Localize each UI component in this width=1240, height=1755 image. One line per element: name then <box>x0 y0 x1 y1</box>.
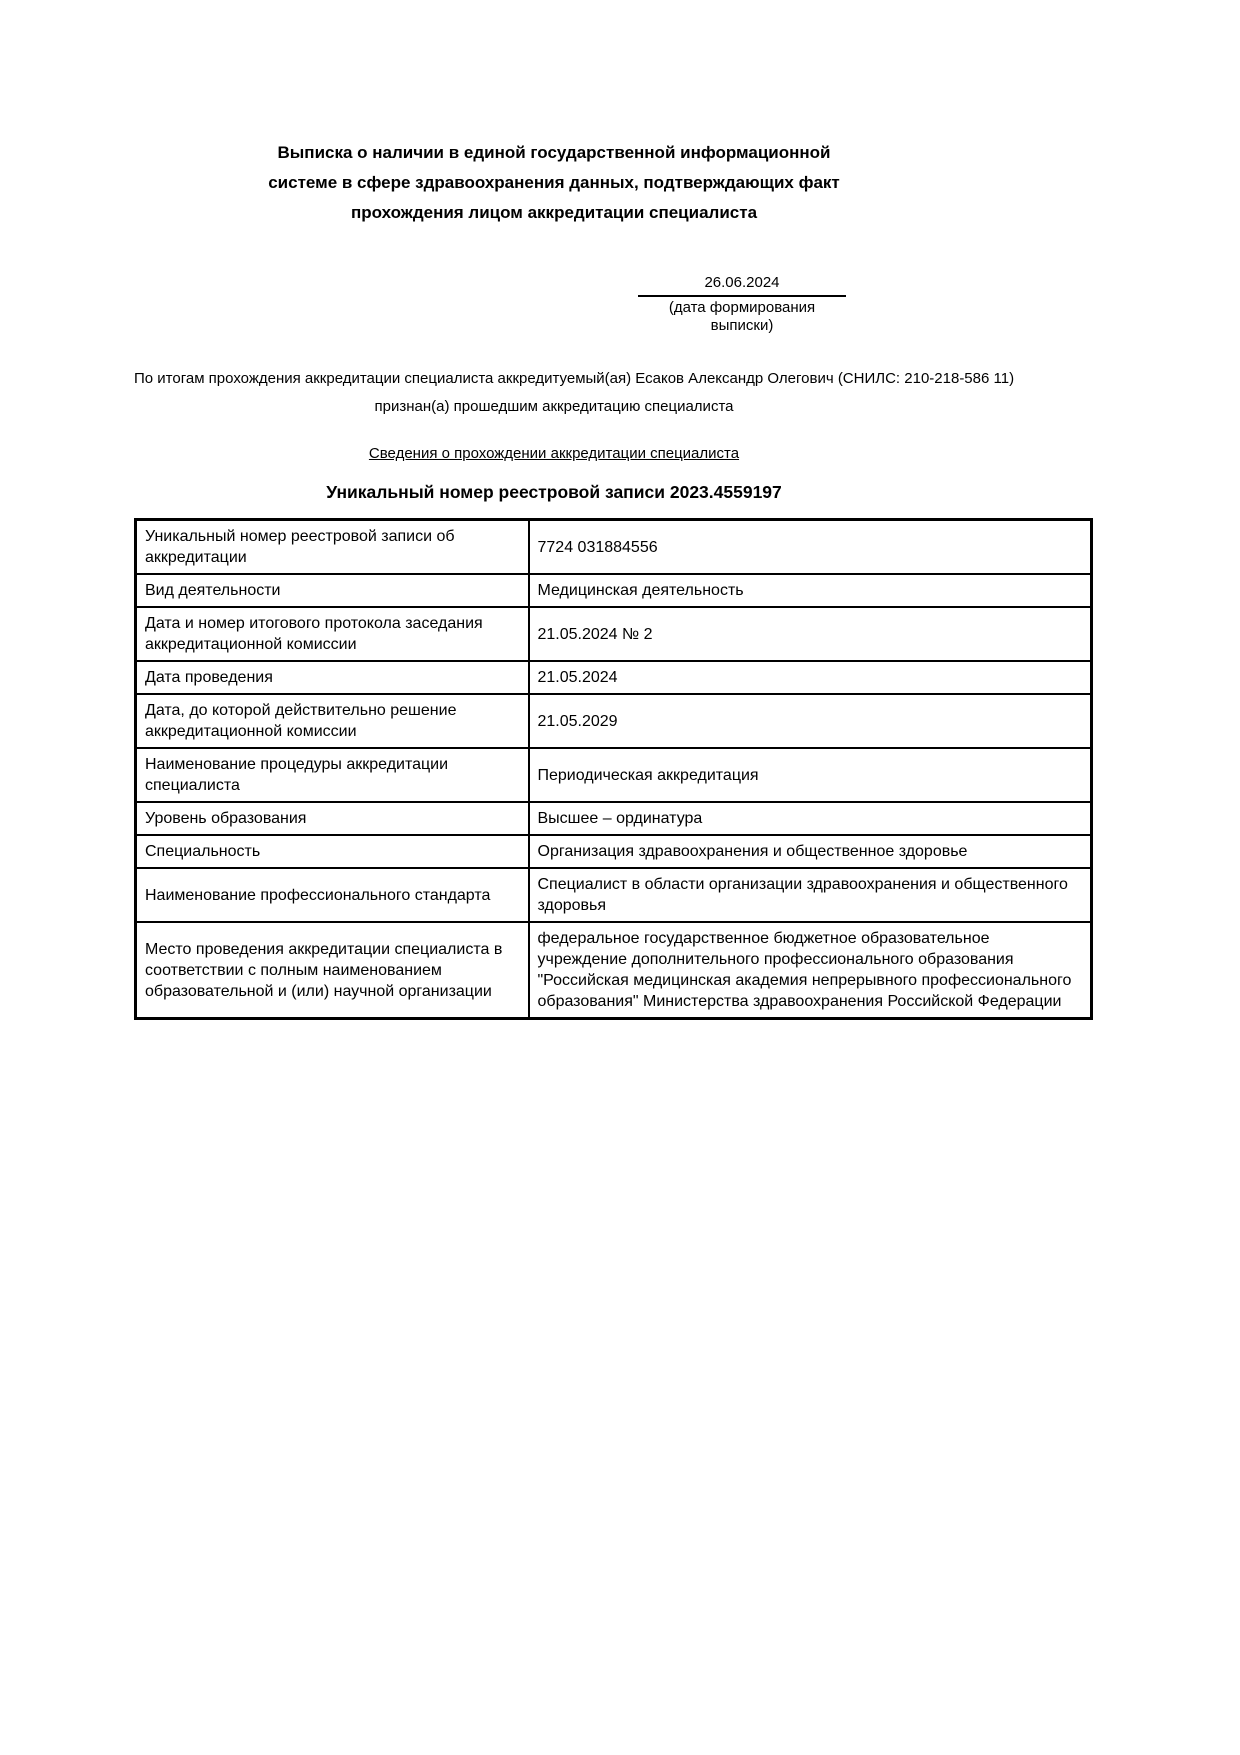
table-row <box>136 661 1092 694</box>
row-label: Уровень образования <box>136 802 529 835</box>
row-value: Высшее – ординатура <box>529 802 1092 835</box>
intro-line: признан(а) прошедшим аккредитацию специалиста <box>374 398 734 415</box>
section-heading: Сведения о прохождении аккредитации специалиста <box>368 445 740 462</box>
table-row <box>136 922 1092 1019</box>
row-value: 21.05.2024 <box>529 661 1092 694</box>
document-title-line: системе в сфере здравоохранения данных, подтверждающих факт <box>268 173 840 192</box>
row-label: Специальность <box>136 835 529 868</box>
accreditation-details-table <box>134 518 1093 1020</box>
table-row <box>136 694 1092 748</box>
row-value: Специалист в области организации здравоохранения и общественного здоровья <box>529 868 1092 922</box>
issue-date-block <box>638 274 846 335</box>
row-label: Вид деятельности <box>136 574 529 607</box>
table-row <box>136 802 1092 835</box>
row-label: Дата, до которой действительно решение аккредитационной комиссии <box>136 694 529 748</box>
row-label: Дата проведения <box>136 661 529 694</box>
document-title <box>134 138 974 228</box>
row-value: 21.05.2029 <box>529 694 1092 748</box>
document-title-line: Выписка о наличии в единой государственной информационной <box>277 143 831 162</box>
row-label: Наименование профессионального стандарта <box>136 868 529 922</box>
row-value: Периодическая аккредитация <box>529 748 1092 802</box>
table-row <box>136 607 1092 661</box>
row-label: Наименование процедуры аккредитации специалиста <box>136 748 529 802</box>
row-value: 7724 031884556 <box>529 520 1092 575</box>
issue-date: 26.06.2024 <box>638 274 846 297</box>
table-row <box>136 748 1092 802</box>
row-value: федеральное государственное бюджетное образовательное учреждение дополнительного профессионального образования "Российская медицинская академия непрерывного профессионального образования" Министерства здравоохранения Российской Федерации <box>529 922 1092 1019</box>
table-row <box>136 868 1092 922</box>
intro-paragraph <box>134 365 1015 421</box>
intro-line: По итогам прохождения аккредитации специалиста аккредитуемый(ая) Есаков Александр Олегович (СНИЛС: 210-218-586 11) <box>134 370 1015 387</box>
record-number-heading: Уникальный номер реестровой записи 2023.4559197 <box>326 482 782 502</box>
row-label: Место проведения аккредитации специалиста в соответствии с полным наименованием образовательной и (или) научной организации <box>136 922 529 1019</box>
table-row <box>136 574 1092 607</box>
row-value: Медицинская деятельность <box>529 574 1092 607</box>
table-row <box>136 835 1092 868</box>
row-value: 21.05.2024 № 2 <box>529 607 1092 661</box>
row-value: Организация здравоохранения и общественное здоровье <box>529 835 1092 868</box>
issue-date-caption: (дата формирования выписки) <box>668 299 816 334</box>
row-label: Дата и номер итогового протокола заседания аккредитационной комиссии <box>136 607 529 661</box>
document-title-line: прохождения лицом аккредитации специалиста <box>350 203 758 222</box>
table-row <box>136 520 1092 575</box>
row-label: Уникальный номер реестровой записи об аккредитации <box>136 520 529 575</box>
